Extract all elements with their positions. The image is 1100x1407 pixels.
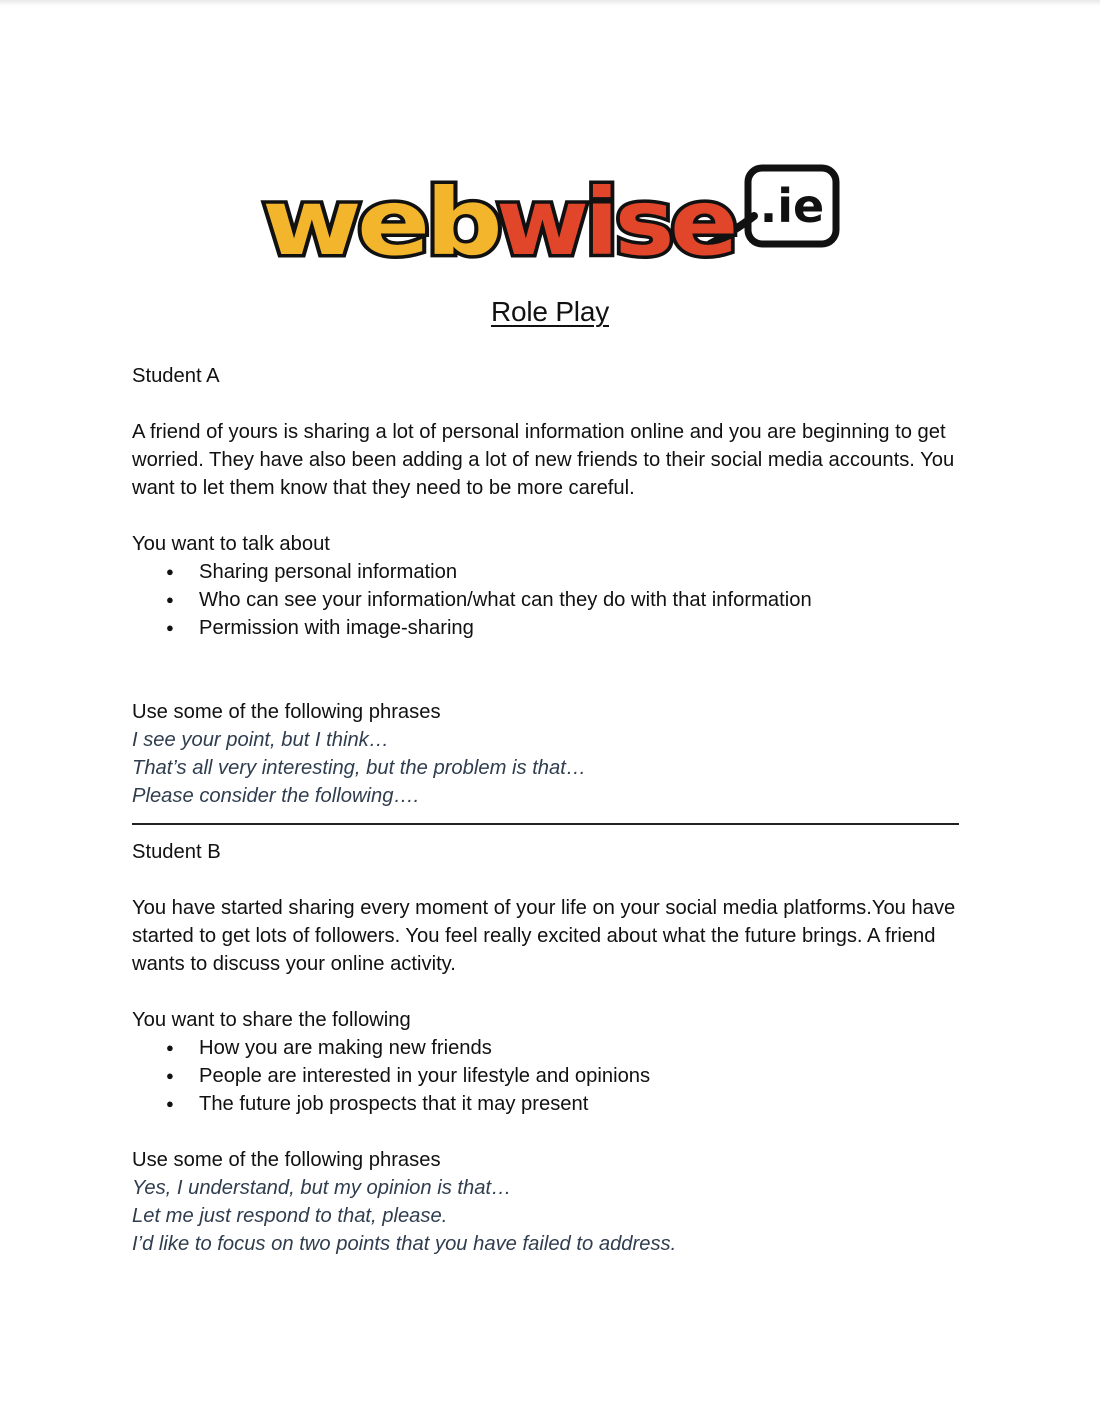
student-a-talk-intro: You want to talk about	[132, 533, 330, 555]
phrase-item: Please consider the following….	[132, 785, 420, 807]
student-a-scenario: A friend of yours is sharing a lot of personal information online and you are beginning to get worried. They have also been adding a lot of new friends to their social media accounts. You want to let them know that they need to be more careful.	[132, 421, 955, 499]
page-title: Role Play	[490, 296, 610, 327]
list-item: ● The future job prospects that it may present	[132, 1090, 982, 1118]
page-top-shadow	[0, 0, 1100, 6]
list-item: ● How you are making new friends	[132, 1034, 982, 1062]
list-item: ● Who can see your information/what can they do with that information	[132, 586, 982, 614]
student-b-phrases-intro: Use some of the following phrases	[132, 1148, 441, 1171]
student-b-share-intro: You want to share the following	[132, 1008, 411, 1031]
student-b-share-list	[132, 1034, 982, 1118]
student-a-label: Student A	[132, 365, 220, 387]
list-item: ● Sharing personal information	[132, 558, 982, 586]
phrase-item: I’d like to focus on two points that you have failed to address.	[132, 1232, 677, 1255]
document-body	[132, 362, 982, 1258]
phrase-item: Yes, I understand, but my opinion is that…	[132, 1176, 512, 1199]
list-item: ● Permission with image-sharing	[132, 614, 982, 642]
webwise-logo	[258, 160, 840, 272]
student-b-label: Student B	[132, 840, 221, 863]
phrase-item: That’s all very interesting, but the problem is that…	[132, 757, 587, 779]
phrase-item: I see your point, but I think…	[132, 729, 389, 751]
logo-ie-text: .ie	[759, 179, 825, 233]
list-item: ● People are interested in your lifestyle and opinions	[132, 1062, 982, 1090]
student-a-talk-list	[132, 558, 982, 642]
section-divider	[132, 823, 959, 825]
student-b-scenario: You have started sharing every moment of your life on your social media platforms.You have started to get lots of followers. You feel really excited about what the future brings. A friend wants to discuss your online activity.	[132, 896, 956, 975]
phrase-item: Let me just respond to that, please.	[132, 1204, 448, 1227]
logo-web-text: web	[262, 169, 499, 272]
logo-wise-text: wise	[496, 169, 734, 272]
student-a-phrases-intro: Use some of the following phrases	[132, 701, 441, 723]
